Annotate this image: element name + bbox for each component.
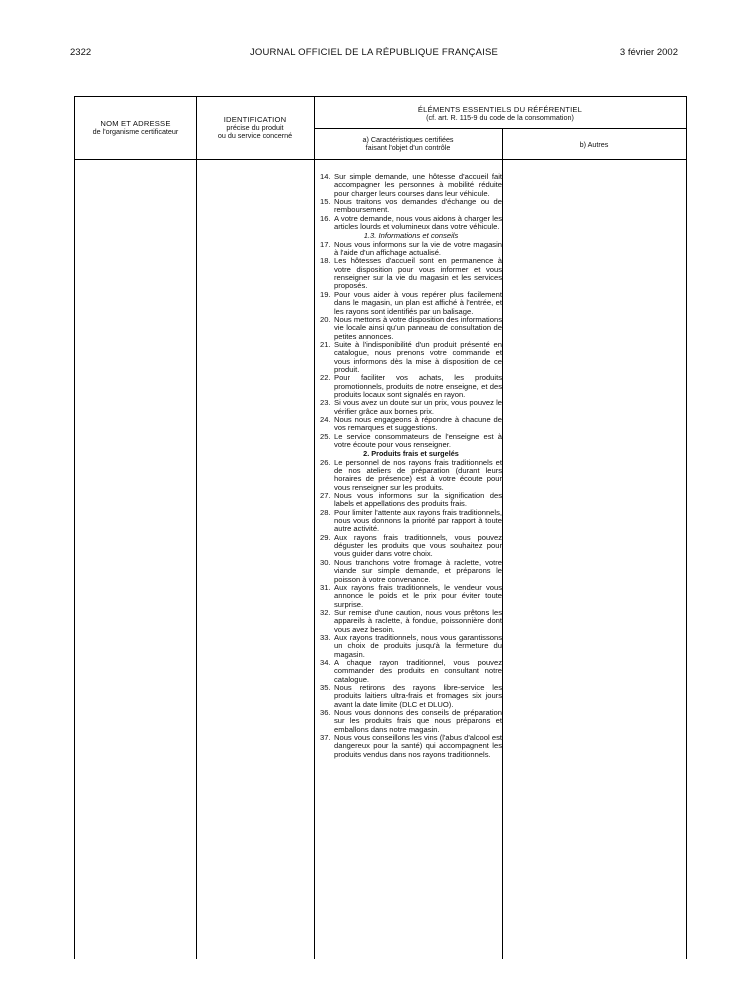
list-item xyxy=(320,241,502,258)
item-text: Le service consommateurs de l'enseigne est à votre écoute pour vous renseigner. xyxy=(334,431,502,449)
item-text: Nous traitons vos demandes d'échange ou de remboursement. xyxy=(334,197,502,215)
list-item xyxy=(320,341,502,374)
item-number: 34. xyxy=(320,657,331,667)
item-number: 36. xyxy=(320,708,331,717)
list-item xyxy=(320,584,502,609)
col-header-caracteristiques xyxy=(314,136,502,152)
item-number: 32. xyxy=(320,607,331,617)
col-header-organisme-title: NOM ET ADRESSE xyxy=(100,119,171,128)
item-text: Les hôtesses d'accueil sont en permanence à votre disposition pour vous informer et vous renseigner sur la vie du magasin et les services proposés. xyxy=(334,256,502,291)
item-text: Aux rayons frais traditionnels, le vendeur vous annonce le poids et le prix pour éviter toute surprise. xyxy=(334,582,502,609)
item-text: A votre demande, nous vous aidons à charger les articles lourds et volumineux dans votre véhicule. xyxy=(334,213,502,232)
col-header-autres-label: b) Autres xyxy=(579,140,609,149)
list-item xyxy=(320,509,502,534)
list-item xyxy=(320,433,502,450)
list-item xyxy=(320,734,502,759)
item-number: 37. xyxy=(320,733,331,743)
page-number: 2322 xyxy=(70,47,92,58)
item-text: Le personnel de nos rayons frais traditionnels et de nos ateliers de préparation (durant leurs horaires de présence) est à votre écoute pour vous renseigner sur les produits. xyxy=(334,457,502,492)
col-header-caracteristiques-line1: a) Caractéristiques certifiées xyxy=(362,135,454,144)
list-item xyxy=(320,416,502,433)
list-item xyxy=(320,374,502,399)
col-header-autres xyxy=(502,141,686,149)
col-header-elements-ref: (cf. art. R. 115-9 du code de la consommation) xyxy=(426,113,574,122)
item-number: 27. xyxy=(320,491,331,501)
col-header-elements xyxy=(314,106,686,122)
item-text: Nous retirons des rayons libre-service les produits laitiers ultra-frais et fromages six jours avant la date limite (DLC et DLUO). xyxy=(334,682,502,709)
col-header-identification-sub2: ou du service concerné xyxy=(217,131,293,140)
item-number: 17. xyxy=(320,239,331,249)
list-item xyxy=(320,534,502,559)
list-item xyxy=(320,257,502,290)
item-text: Nous vous informons sur la signification des labels et appellations des produits frais. xyxy=(334,491,502,509)
section-subheading: 1.3. Informations et conseils xyxy=(363,231,459,241)
list-item xyxy=(320,634,502,659)
item-number: 33. xyxy=(320,632,331,642)
item-number: 15. xyxy=(320,197,331,207)
column-divider xyxy=(314,97,315,959)
item-text: Nous tranchons votre fromage à raclette, votre viande sur simple demande, et préparons le poisson à votre convenance. xyxy=(334,557,502,584)
list-item xyxy=(320,215,502,232)
item-number: 25. xyxy=(320,431,331,441)
item-text: Pour limiter l'attente aux rayons frais traditionnels, nous vous donnons la priorité par rapport à toute autre activité. xyxy=(334,507,502,534)
list-item xyxy=(320,684,502,709)
list-item xyxy=(320,492,502,509)
item-text: Nous mettons à votre disposition des informations vie locale ainsi qu'un panneau de consultation de petites annonces. xyxy=(334,314,502,341)
list-item xyxy=(320,198,502,215)
item-number: 18. xyxy=(320,256,331,266)
item-number: 28. xyxy=(320,507,331,517)
caracteristiques-list xyxy=(320,173,502,759)
item-text: Sur simple demande, une hôtesse d'accueil fait accompagner les personnes à mobilité réduite pour charger leurs courses dans leur véhicule. xyxy=(334,172,502,198)
item-number: 20. xyxy=(320,314,331,324)
col-header-organisme-sub: de l'organisme certificateur xyxy=(92,127,179,136)
item-number: 14. xyxy=(320,172,331,181)
list-item xyxy=(320,459,502,492)
list-item xyxy=(320,659,502,684)
col-header-identification-title: IDENTIFICATION xyxy=(223,115,287,124)
journal-title: JOURNAL OFFICIEL DE LA RÉPUBLIQUE FRANÇAISE xyxy=(249,47,499,58)
list-item xyxy=(320,559,502,584)
list-item xyxy=(320,709,502,734)
column-divider xyxy=(502,128,503,959)
item-text: Pour faciliter vos achats, les produits promotionnels, produits de notre enseigne, et des produits locaux sont signalés en rayon. xyxy=(334,373,502,399)
item-number: 24. xyxy=(320,414,331,424)
header-subrule xyxy=(314,128,686,129)
item-text: Nous nous engageons à répondre à chacune de vos remarques et suggestions. xyxy=(334,414,502,433)
list-item xyxy=(320,609,502,634)
item-number: 35. xyxy=(320,682,331,692)
item-number: 23. xyxy=(320,398,331,408)
item-text: Sur remise d'une caution, nous vous prêtons les appareils à raclette, à fondue, poissonnière dont vous avez besoin. xyxy=(334,607,502,634)
item-number: 19. xyxy=(320,289,331,299)
list-item xyxy=(320,291,502,316)
header-bottom-rule xyxy=(75,159,686,160)
item-text: Aux rayons traditionnels, nous vous garantissons un choix de produits jusqu'à la fermeture du magasin. xyxy=(334,632,502,659)
item-text: Nous vous conseillons les vins (l'abus d'alcool est dangereux pour la santé) qui accompagnent les produits vendus dans nos rayons traditionnels. xyxy=(334,733,502,759)
item-number: 31. xyxy=(320,582,331,592)
page-header xyxy=(70,47,678,59)
item-number: 26. xyxy=(320,457,331,467)
item-text: Nous vous donnons des conseils de préparation sur les produits frais que nous préparons et emballons dans notre magasin. xyxy=(334,708,502,734)
item-number: 16. xyxy=(320,213,331,223)
item-text: Si vous avez un doute sur un prix, vous pouvez le vérifier grâce aux bornes prix. xyxy=(334,398,502,416)
col-header-organisme xyxy=(75,120,196,136)
list-item xyxy=(320,173,502,198)
item-text: Suite à l'indisponibilité d'un produit présenté en catalogue, nous prenons votre commande et vous informons dès la mise à disposition de ce produit. xyxy=(334,339,502,374)
item-text: Nous vous informons sur la vie de votre magasin à l'aide d'un affichage actualisé. xyxy=(334,239,502,258)
item-number: 29. xyxy=(320,532,331,542)
col-header-caracteristiques-line2: faisant l'objet d'un contrôle xyxy=(365,143,451,152)
col-header-identification xyxy=(196,116,314,140)
col-header-identification-sub1: précise du produit xyxy=(226,123,284,132)
item-text: Aux rayons frais traditionnels, vous pouvez déguster les produits que vous souhaitez pour vous guider dans votre choix. xyxy=(334,532,502,559)
list-item xyxy=(320,316,502,341)
item-number: 30. xyxy=(320,557,331,567)
item-number: 21. xyxy=(320,339,331,349)
item-number: 22. xyxy=(320,373,331,383)
col-header-elements-title: ÉLÉMENTS ESSENTIELS DU RÉFÉRENTIEL xyxy=(417,105,583,114)
column-divider xyxy=(196,97,197,959)
item-text: A chaque rayon traditionnel, vous pouvez commander des produits en consultant notre catalogue. xyxy=(334,657,502,684)
list-item xyxy=(320,399,502,416)
item-text: Pour vous aider à vous repérer plus facilement dans le magasin, un plan est affiché à l'entrée, et les rayons sont identifiés par un balisage. xyxy=(334,289,502,316)
publication-date: 3 février 2002 xyxy=(619,47,678,58)
section-subheading: 2. Produits frais et surgelés xyxy=(363,449,459,459)
referential-table xyxy=(74,96,687,959)
